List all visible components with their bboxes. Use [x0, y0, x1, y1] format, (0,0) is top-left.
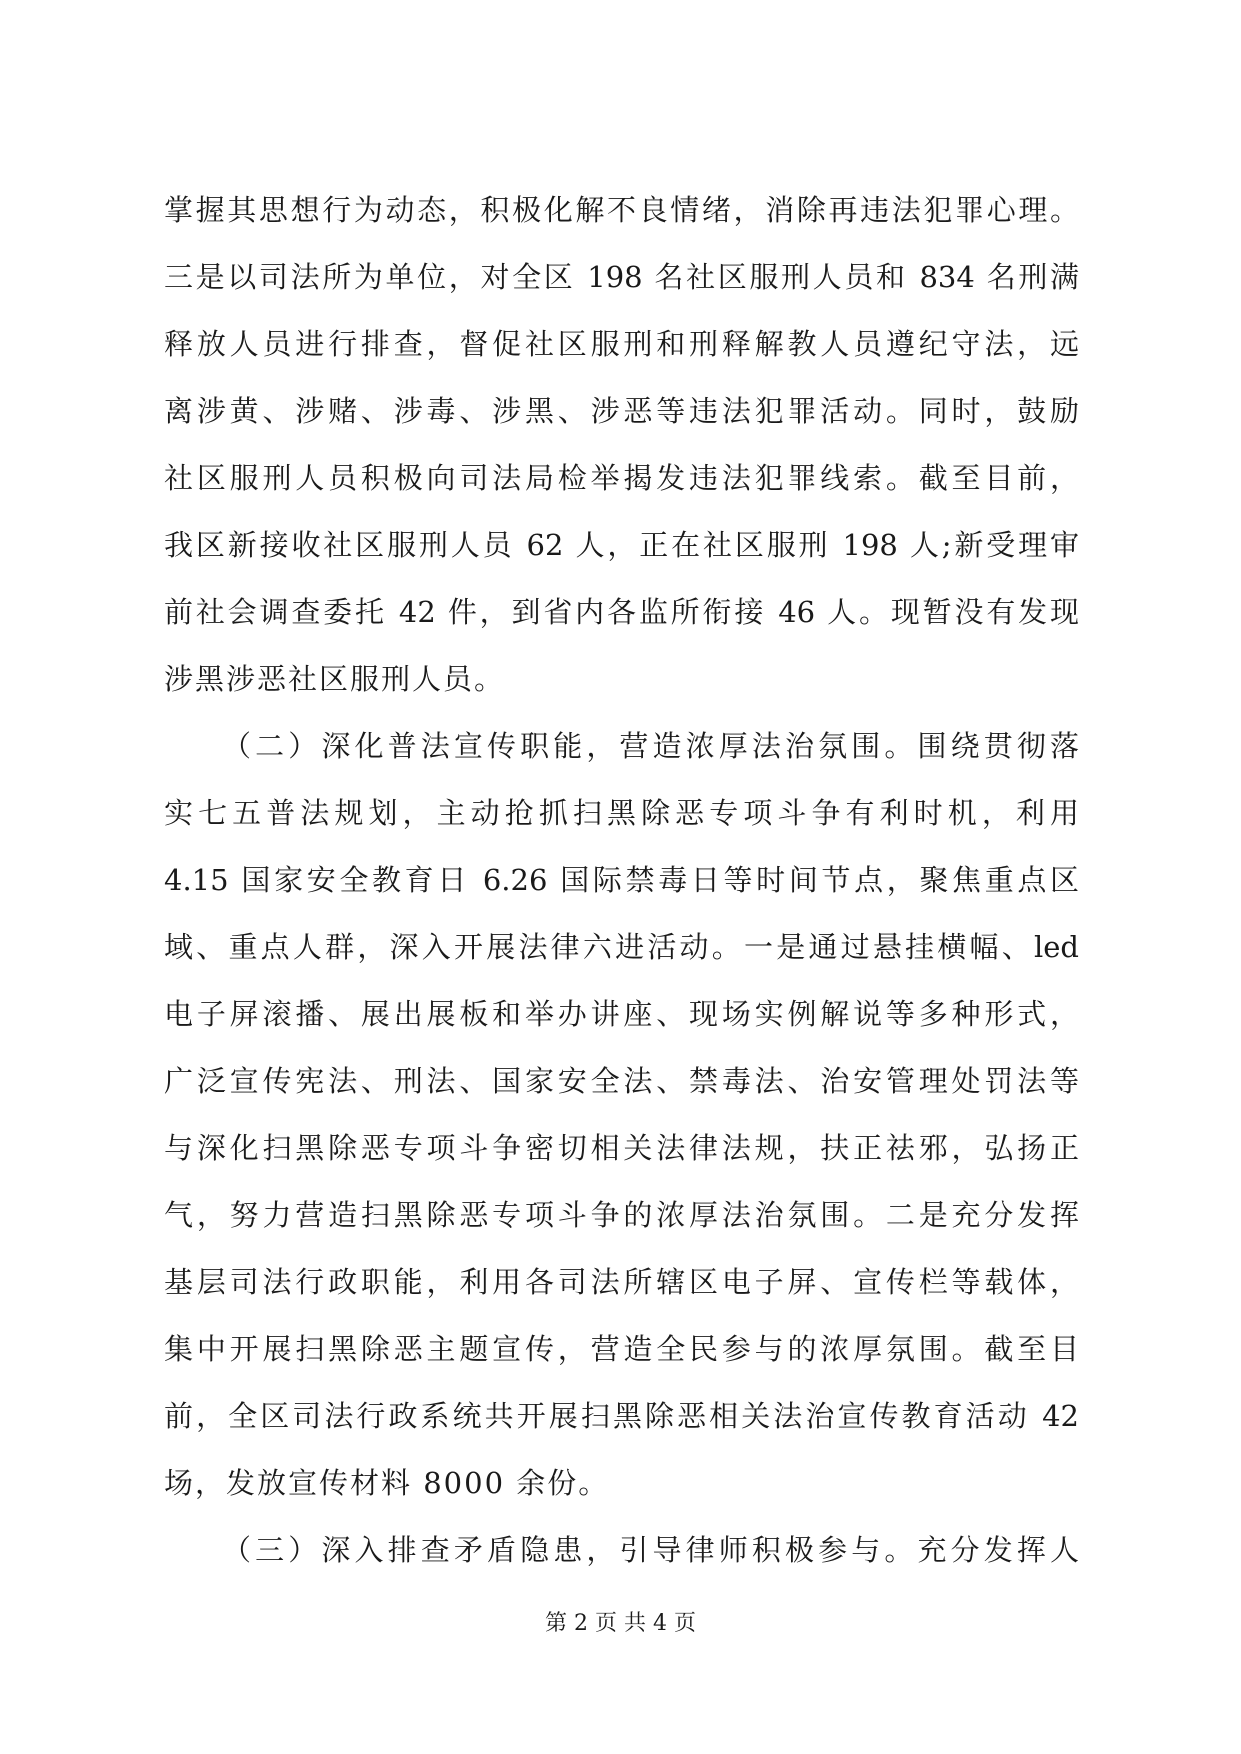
- body-line-16: 气，努力营造扫黑除恶专项斗争的浓厚法治氛围。二是充分发挥: [164, 1198, 1079, 1232]
- body-line-17: 基层司法行政职能，利用各司法所辖区电子屏、宣传栏等载体，: [164, 1265, 1079, 1299]
- body-line-12: 域、重点人群，深入开展法律六进活动。一是通过悬挂横幅、led: [164, 930, 1079, 964]
- page-number-footer: 第 2 页 共 4 页: [545, 1611, 696, 1636]
- body-line-4: 离涉黄、涉赌、涉毒、涉黑、涉恶等违法犯罪活动。同时，鼓励: [164, 394, 1079, 428]
- body-line-1: 掌握其思想行为动态，积极化解不良情绪，消除再违法犯罪心理。: [164, 193, 1079, 227]
- body-line-19: 前，全区司法行政系统共开展扫黑除恶相关法治宣传教育活动 42: [164, 1399, 1079, 1433]
- section-heading-3: （三）深入排查矛盾隐患，引导律师积极参与。充分发挥人: [222, 1533, 1079, 1567]
- body-line-6: 我区新接收社区服刑人员 62 人，正在社区服刑 198 人;新受理审: [164, 528, 1079, 562]
- body-line-3: 释放人员进行排查，督促社区服刑和刑释解教人员遵纪守法，远: [164, 327, 1079, 361]
- body-line-11: 4.15 国家安全教育日 6.26 国际禁毒日等时间节点，聚焦重点区: [164, 863, 1079, 897]
- body-line-18: 集中开展扫黑除恶主题宣传，营造全民参与的浓厚氛围。截至目: [164, 1332, 1079, 1366]
- body-line-20: 场，发放宣传材料 8000 余份。: [164, 1466, 610, 1500]
- body-line-14: 广泛宣传宪法、刑法、国家安全法、禁毒法、治安管理处罚法等: [164, 1064, 1079, 1098]
- body-line-8: 涉黑涉恶社区服刑人员。: [164, 662, 506, 696]
- body-line-7: 前社会调查委托 42 件，到省内各监所衔接 46 人。现暂没有发现: [164, 595, 1079, 629]
- body-line-13: 电子屏滚播、展出展板和举办讲座、现场实例解说等多种形式，: [164, 997, 1079, 1031]
- body-line-10: 实七五普法规划，主动抢抓扫黑除恶专项斗争有利时机，利用: [164, 796, 1079, 830]
- body-line-5: 社区服刑人员积极向司法局检举揭发违法犯罪线索。截至目前，: [164, 461, 1079, 495]
- body-line-15: 与深化扫黑除恶专项斗争密切相关法律法规，扶正祛邪，弘扬正: [164, 1131, 1079, 1165]
- section-heading-2: （二）深化普法宣传职能，营造浓厚法治氛围。围绕贯彻落: [222, 729, 1079, 763]
- body-line-2: 三是以司法所为单位，对全区 198 名社区服刑人员和 834 名刑满: [164, 260, 1079, 294]
